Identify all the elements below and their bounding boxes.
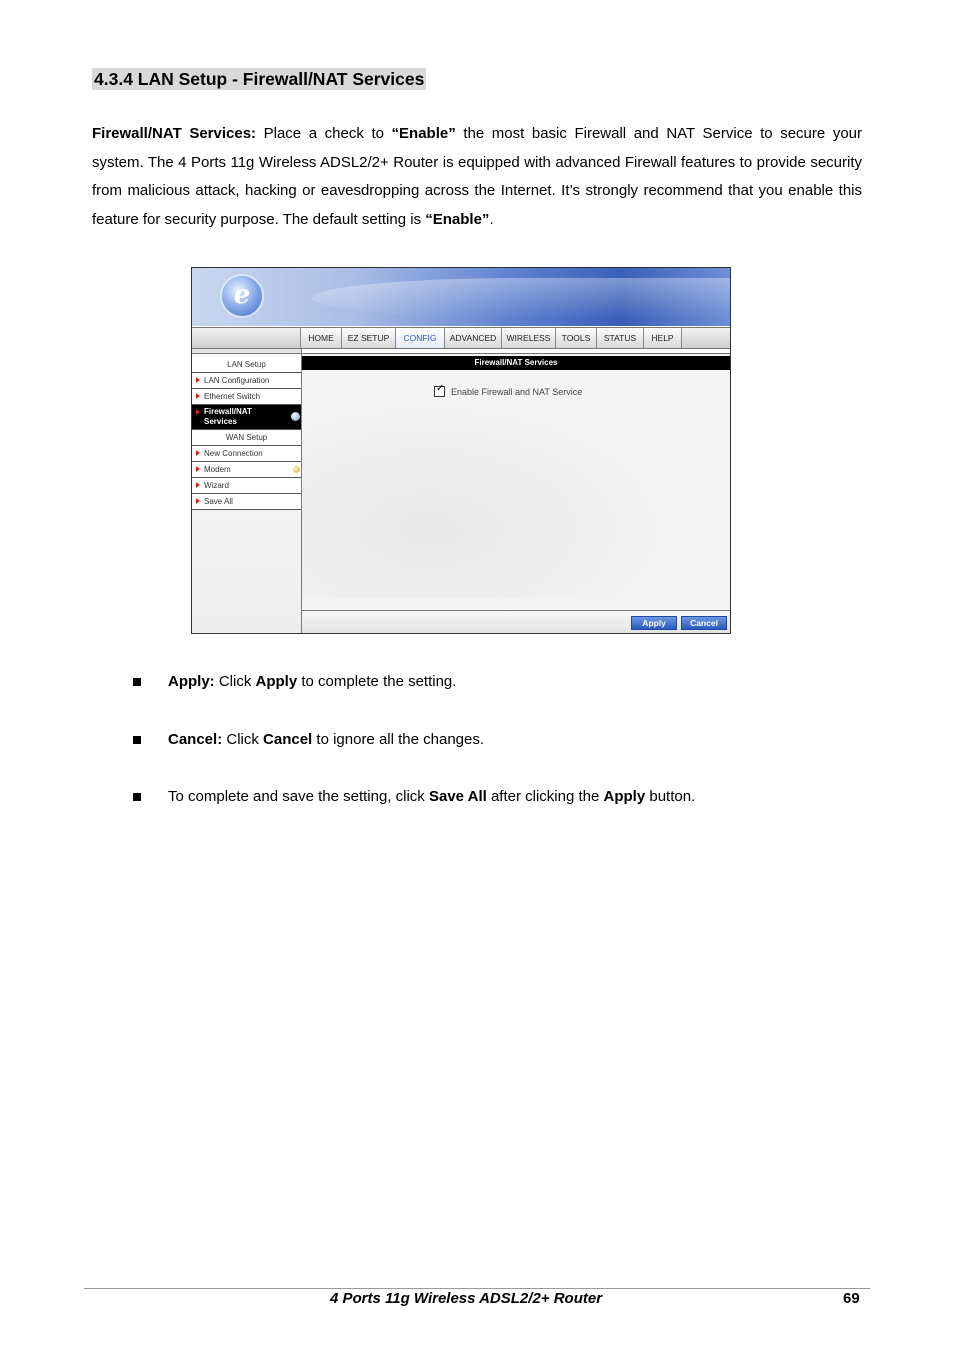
- router-nav-bar: [192, 327, 730, 349]
- bullet-text-part: after clicking the: [486, 788, 604, 805]
- sidebar-item-ethernet-switch[interactable]: [192, 389, 301, 405]
- modem-indicator-icon: [293, 466, 300, 473]
- content-footer: [302, 610, 730, 633]
- sidebar-item-modem[interactable]: [192, 462, 301, 478]
- firewall-checkbox-row: [434, 383, 583, 397]
- red-arrow-icon: [196, 377, 200, 383]
- sidebar-item-label: Modem: [204, 465, 231, 474]
- sidebar-item-label: Ethernet Switch: [204, 392, 261, 401]
- square-bullet-icon: [133, 793, 141, 801]
- red-arrow-icon: [196, 482, 200, 488]
- nav-tab-tools[interactable]: TOOLS: [556, 328, 597, 348]
- sidebar-header-lan: LAN Setup: [192, 357, 301, 373]
- router-sidebar: [192, 349, 302, 633]
- paragraph-enable-2: “Enable”: [425, 211, 490, 229]
- red-arrow-icon: [196, 466, 200, 472]
- bullet-text-part: to ignore all the changes.: [312, 731, 485, 748]
- paragraph-text-2: the most basic Firewall and NAT Service to secure your system. The 4 Ports 11g Wireless ADSL2/2+ Router is equipped with advanced Firewall features to provide security from malicious attack, hacking or eavesdropping across the Internet. It’s strongly recommend that you enable this feature for security purpose. The default setting is: [92, 125, 863, 229]
- content-title: Firewall/NAT Services: [302, 356, 730, 370]
- bullet-text-part: To complete and save the setting, click: [168, 788, 429, 805]
- bullet-bold-label: Cancel:: [168, 731, 223, 748]
- enable-firewall-checkbox[interactable]: [434, 383, 445, 397]
- intro-paragraph: [92, 120, 862, 235]
- square-bullet-icon: [133, 736, 141, 744]
- sidebar-item-save-all[interactable]: [192, 494, 301, 510]
- paragraph-label: Firewall/NAT Services:: [92, 125, 257, 142]
- bullet-text: [168, 673, 456, 691]
- nav-tab-ez-setup[interactable]: EZ SETUP: [342, 328, 396, 348]
- red-arrow-icon: [196, 498, 200, 504]
- sidebar-item-firewall-nat[interactable]: [192, 405, 301, 430]
- sidebar-item-label: New Connection: [204, 449, 263, 458]
- red-arrow-icon: [196, 409, 200, 415]
- paragraph-enable-1: “Enable”: [391, 125, 456, 142]
- page-number: 69: [843, 1290, 860, 1307]
- bullet-bold-label: Apply:: [168, 673, 215, 690]
- paragraph-text-3: .: [489, 211, 494, 229]
- sidebar-item-wizard[interactable]: [192, 478, 301, 494]
- active-indicator-icon: [291, 412, 300, 421]
- paragraph-text-1: Place a check to: [256, 125, 392, 142]
- red-arrow-icon: [196, 450, 200, 456]
- router-content: [302, 349, 730, 633]
- nav-spacer: [192, 328, 301, 348]
- nav-tabs: [301, 328, 682, 348]
- sidebar-item-label: Save All: [204, 497, 233, 506]
- cancel-button[interactable]: Cancel: [681, 616, 727, 630]
- bullet-text-part: button.: [645, 788, 696, 805]
- nav-tab-config[interactable]: CONFIG: [396, 328, 445, 348]
- checkmark-icon: ✓: [436, 383, 445, 394]
- sidebar-item-new-connection[interactable]: [192, 446, 301, 462]
- nav-tab-status[interactable]: STATUS: [597, 328, 644, 348]
- square-bullet-icon: [133, 678, 141, 686]
- footer-title: 4 Ports 11g Wireless ADSL2/2+ Router: [330, 1290, 603, 1307]
- router-screenshot: [191, 267, 731, 634]
- nav-tab-help[interactable]: HELP: [644, 328, 682, 348]
- red-arrow-icon: [196, 393, 200, 399]
- apply-button[interactable]: Apply: [631, 616, 677, 630]
- bullet-text-part: Click: [214, 673, 256, 690]
- bullet-text: [168, 731, 484, 749]
- nav-tab-home[interactable]: HOME: [301, 328, 342, 348]
- sidebar-item-lan-configuration[interactable]: [192, 373, 301, 389]
- nav-tab-advanced[interactable]: ADVANCED: [445, 328, 502, 348]
- router-logo-icon: e: [220, 274, 264, 318]
- nav-tab-wireless[interactable]: WIRELESS: [502, 328, 556, 348]
- router-banner: [192, 268, 730, 326]
- bullet-text-part: Click: [222, 731, 264, 748]
- bullet-bold-term: Cancel: [263, 731, 313, 748]
- bullet-bold-term: Apply: [255, 673, 298, 690]
- sidebar-top-line: [192, 349, 301, 354]
- content-top-line: [302, 349, 730, 354]
- bullet-text-part: to complete the setting.: [297, 673, 457, 690]
- bullet-bold-term: Apply: [603, 788, 646, 805]
- checkbox-label: Enable Firewall and NAT Service: [451, 386, 583, 397]
- sidebar-item-label: LAN Configuration: [204, 376, 270, 385]
- sidebar-item-label: Firewall/NAT Services: [204, 407, 252, 426]
- section-heading: 4.3.4 LAN Setup - Firewall/NAT Services: [94, 69, 425, 89]
- footer-rule: [84, 1288, 870, 1289]
- bullet-bold-term: Save All: [428, 788, 487, 805]
- sidebar-header-wan: WAN Setup: [192, 430, 301, 446]
- content-body: [302, 370, 730, 598]
- banner-wave: [312, 278, 731, 318]
- bullet-text: [168, 788, 695, 806]
- sidebar-item-label: Wizard: [204, 481, 229, 490]
